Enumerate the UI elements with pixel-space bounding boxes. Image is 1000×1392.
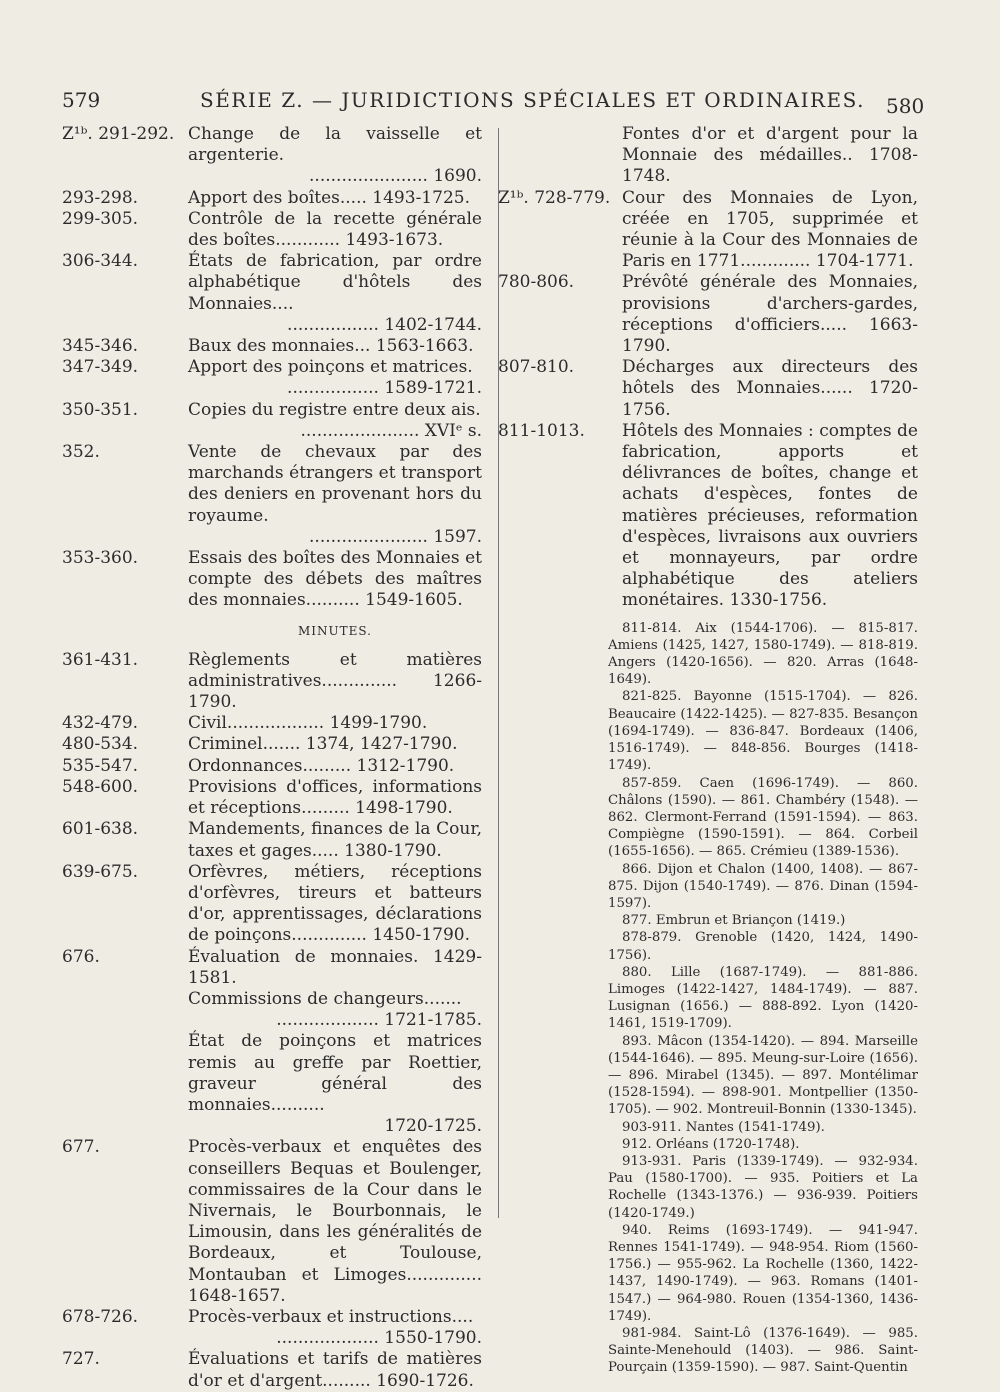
entry-text: Hôtels des Monnaies : comptes de fabrication, apports et délivrances de boîtes, change et achats d'espèces, fontes de matières précieuses, reformation d'espèces, livraisons aux ouvriers et monnayeurs, par ordre alphabétique des ateliers monétaires. 1330-1756. [622, 420, 918, 611]
mint-index [608, 620, 918, 1377]
mint-paragraph: 866. Dijon et Chalon (1400, 1408). — 867-875. Dijon (1540-1749). — 876. Dinan (1594-1597). [608, 861, 918, 911]
entry-code: 347-349. [62, 357, 139, 378]
entry-body [188, 989, 482, 1031]
entry-code: 350-351. [62, 399, 139, 420]
entry [62, 124, 482, 188]
entry-code [62, 989, 188, 1031]
entry-text: Ordonnances......... 1312-1790. [188, 755, 455, 776]
entry-body [188, 124, 482, 188]
entry-text: Cour des Monnaies de Lyon, créée en 1705, supprimée et réunie à la Cour des Monnaies de Paris en 1771............. 1704-1771. [622, 187, 918, 272]
entry-code: 780-806. [498, 272, 575, 293]
entry [62, 862, 482, 947]
mint-paragraph: 811-814. Aix (1544-1706). — 815-817. Amiens (1425, 1427, 1580-1749). — 818-819. Angers (1420-1656). — 820. Arras (1648-1649). [608, 620, 918, 688]
entry-text: Provisions d'offices, informations et réceptions......... 1498-1790. [188, 776, 482, 819]
entry-code: 361-431. [62, 649, 139, 670]
entry-text: Décharges aux directeurs des hôtels des Monnaies...... 1720-1756. [622, 357, 918, 420]
entry-body [622, 188, 918, 273]
entry-code: 807-810. [498, 357, 575, 378]
entry-text: Apport des poinçons et matrices. [188, 357, 473, 378]
entry [62, 251, 482, 336]
page-title: SÉRIE Z. — JURIDICTIONS SPÉCIALES ET ORDINAIRES. [200, 88, 865, 112]
entry-code: 345-346. [62, 336, 139, 357]
entry-text: Essais des boîtes des Monnaies et compte des débets des maîtres des monnaies.......... 1549-1605. [188, 548, 482, 611]
entry [62, 336, 482, 357]
entry [62, 947, 482, 989]
entry-text: Procès-verbaux et instructions.... [188, 1306, 474, 1327]
entry [62, 819, 482, 861]
entry-text: Mandements, finances de la Cour, taxes et gages..... 1380-1790. [188, 819, 482, 861]
entry-code: Z¹ᵇ. 291-292. [62, 124, 175, 144]
entry-code: 601-638. [62, 819, 139, 840]
entry-text: Règlements et matières administratives.............. 1266-1790. [188, 649, 482, 713]
entry [62, 442, 482, 548]
page-number-left: 579 [62, 88, 101, 112]
mint-paragraph: 893. Mâcon (1354-1420). — 894. Marseille (1544-1646). — 895. Meung-sur-Loire (1656). — 896. Mirabel (1345). — 897. Montélimar (1528-1594). — 898-901. Montpellier (1350-1705). — 902. Montreuil-Bonnin (1330-1345). [608, 1033, 918, 1118]
entry [62, 756, 482, 777]
entry-text: Évaluation de monnaies. 1429-1581. [188, 946, 482, 988]
entry-dates: ...................... XVIᵉ s. [300, 420, 482, 441]
entry-text: Baux des monnaies... 1563-1663. [188, 336, 474, 357]
entry-text: États de fabrication, par ordre alphabétique d'hôtels des Monnaies.... [188, 251, 482, 314]
page-number-right: 580 [886, 94, 925, 118]
entry-code: 352. [62, 442, 100, 463]
entry-text: Orfèvres, métiers, réceptions d'orfèvres, tireurs et batteurs d'or, apprentissages, déclarations de poinçons.............. 1450-1790. [188, 861, 482, 946]
entry [62, 1137, 482, 1307]
entry [62, 1031, 482, 1137]
left-column [62, 124, 482, 1392]
entry [62, 734, 482, 755]
entry-text: Apport des boîtes..... 1493-1725. [188, 187, 470, 208]
minutes-entries [62, 650, 482, 1392]
entry [62, 1349, 482, 1391]
entry-body [188, 947, 482, 989]
entry-text: Copies du registre entre deux ais. [188, 399, 481, 420]
entry-code: 293-298. [62, 187, 139, 208]
entry-text: Vente de chevaux par des marchands étrangers et transport des deniers en provenant hors du royaume. [188, 442, 482, 526]
mint-paragraph: 903-911. Nantes (1541-1749). [622, 1119, 825, 1135]
entry-dates: 1720-1725. [384, 1116, 482, 1137]
entry-body [188, 650, 482, 714]
mint-paragraph: 878-879. Grenoble (1420, 1424, 1490-1756). [608, 930, 918, 963]
entry-code: 676. [62, 946, 100, 967]
entry-body [188, 1031, 482, 1137]
entry-code: 353-360. [62, 548, 139, 569]
entry-text: Civil.................. 1499-1790. [188, 713, 428, 734]
entry [62, 548, 482, 612]
minutes-heading: MINUTES. [297, 623, 372, 638]
entry-code: 306-344. [62, 251, 139, 272]
entry-body [188, 442, 482, 548]
mint-paragraph: 912. Orléans (1720-1748). [622, 1136, 800, 1152]
entry-text: Fontes d'or et d'argent pour la Monnaie des médailles.. 1708-1748. [622, 124, 918, 187]
entry-body [188, 1349, 482, 1391]
entry-body [188, 756, 482, 777]
entry-body [188, 1307, 482, 1349]
entry-code: 727. [62, 1349, 100, 1370]
entry [498, 357, 918, 421]
entry-body [188, 251, 482, 336]
entry-code: 480-534. [62, 734, 139, 755]
right-column [498, 124, 918, 1377]
entry [62, 713, 482, 734]
entry-dates: ...................... 1690. [309, 166, 482, 187]
mint-paragraph: 821-825. Bayonne (1515-1704). — 826. Beaucaire (1422-1425). — 827-835. Besançon (1694-1749). — 836-847. Bordeaux (1406, 1516-1749). — 848-856. Bourges (1418-1749). [608, 689, 918, 774]
entry-body [188, 548, 482, 612]
entry-code: 432-479. [62, 713, 139, 734]
entry [62, 400, 482, 442]
mint-paragraph: 981-984. Saint-Lô (1376-1649). — 985. Sainte-Menehould (1403). — 986. Saint-Pourçain (1359-1590). — 987. Saint-Quentin [608, 1326, 918, 1376]
right-entries [498, 188, 918, 612]
entry-code: 299-305. [62, 208, 139, 229]
entry [62, 209, 482, 251]
entry-text: État de poinçons et matrices remis au greffe par Roettier, graveur général des monnaies.......... [188, 1031, 482, 1115]
entry-body [188, 777, 482, 819]
entry [62, 650, 482, 714]
entry-body [188, 357, 482, 399]
entry-body [188, 336, 482, 357]
mint-paragraph: 940. Reims (1693-1749). — 941-947. Rennes 1541-1749). — 948-954. Riom (1560-1756.) — 955-962. La Rochelle (1360, 1422-1437, 1490-1749). — 963. Romans (1401-1547.) — 964-980. Rouen (1354-1360, 1436-1749). [608, 1222, 918, 1324]
entry-code: 535-547. [62, 755, 139, 776]
entry [62, 777, 482, 819]
entry-text: Contrôle de la recette générale des boîtes............ 1493-1673. [188, 208, 482, 251]
entry-body [188, 734, 482, 755]
entry-text: Évaluations et tarifs de matières d'or et d'argent......... 1690-1726. [188, 1349, 482, 1391]
entry-code: 548-600. [62, 776, 139, 797]
entry [498, 421, 918, 612]
left-entries [62, 124, 482, 612]
entry-code: 677. [62, 1137, 100, 1158]
entry-body [622, 272, 918, 357]
mint-paragraph: 857-859. Caen (1696-1749). — 860. Châlons (1590). — 861. Chambéry (1548). — 862. Clermont-Ferrand (1591-1594). — 863. Compiègne (1590-1591). — 864. Corbeil (1655-1656). — 865. Crémieu (1389-1536). [608, 775, 918, 860]
entry-code: 678-726. [62, 1306, 139, 1327]
entry-body [188, 400, 482, 442]
entry [498, 188, 918, 273]
entry-code: 811-1013. [498, 420, 585, 441]
entry-body [188, 188, 482, 209]
entry-body [622, 421, 918, 612]
entry [498, 272, 918, 357]
entry-text: Criminel....... 1374, 1427-1790. [188, 734, 458, 755]
entry-text: Prévôté générale des Monnaies, provisions d'archers-gardes, réceptions d'officiers..... 1663-1790. [622, 272, 918, 357]
entry-text: Procès-verbaux et enquêtes des conseillers Bequas et Boulenger, commissaires de la Cour dans le Nivernais, le Bourbonnais, le Limousin, dans les généralités de Bordeaux, et Toulouse, Montauban et Limoges.............. 1648-1657. [188, 1137, 482, 1306]
entry-dates: ...................... 1597. [309, 526, 482, 547]
entry-code: Z¹ᵇ. 728-779. [498, 187, 611, 208]
entry [62, 1307, 482, 1349]
mint-paragraph: 880. Lille (1687-1749). — 881-886. Limoges (1422-1427, 1484-1749). — 887. Lusignan (1656.) — 888-892. Lyon (1420-1461, 1519-1709). [608, 964, 918, 1032]
entry-body [622, 357, 918, 421]
entry-dates: ................. 1402-1744. [287, 314, 482, 335]
entry [62, 357, 482, 399]
entry-dates: ................. 1589-1721. [287, 378, 482, 399]
entry-body [188, 862, 482, 947]
entry [62, 989, 482, 1031]
entry-body [188, 1137, 482, 1307]
entry-dates: ................... 1721-1785. [276, 1010, 482, 1031]
entry [62, 188, 482, 209]
entry-code: 639-675. [62, 861, 139, 882]
entry-code [62, 1031, 188, 1137]
entry-body [188, 819, 482, 861]
right-intro [498, 124, 918, 188]
entry-text: Change de la vaisselle et argenterie. [188, 124, 482, 166]
mint-paragraph: 877. Embrun et Briançon (1419.) [622, 913, 846, 929]
entry-dates: ................... 1550-1790. [276, 1328, 482, 1349]
entry-body [188, 713, 482, 734]
entry-text: Commissions de changeurs....... [188, 988, 462, 1009]
entry-body [188, 209, 482, 251]
mint-paragraph: 913-931. Paris (1339-1749). — 932-934. Pau (1580-1700). — 935. Poitiers et La Rochelle (1343-1376.) — 936-939. Poitiers (1420-1749.) [608, 1153, 918, 1221]
